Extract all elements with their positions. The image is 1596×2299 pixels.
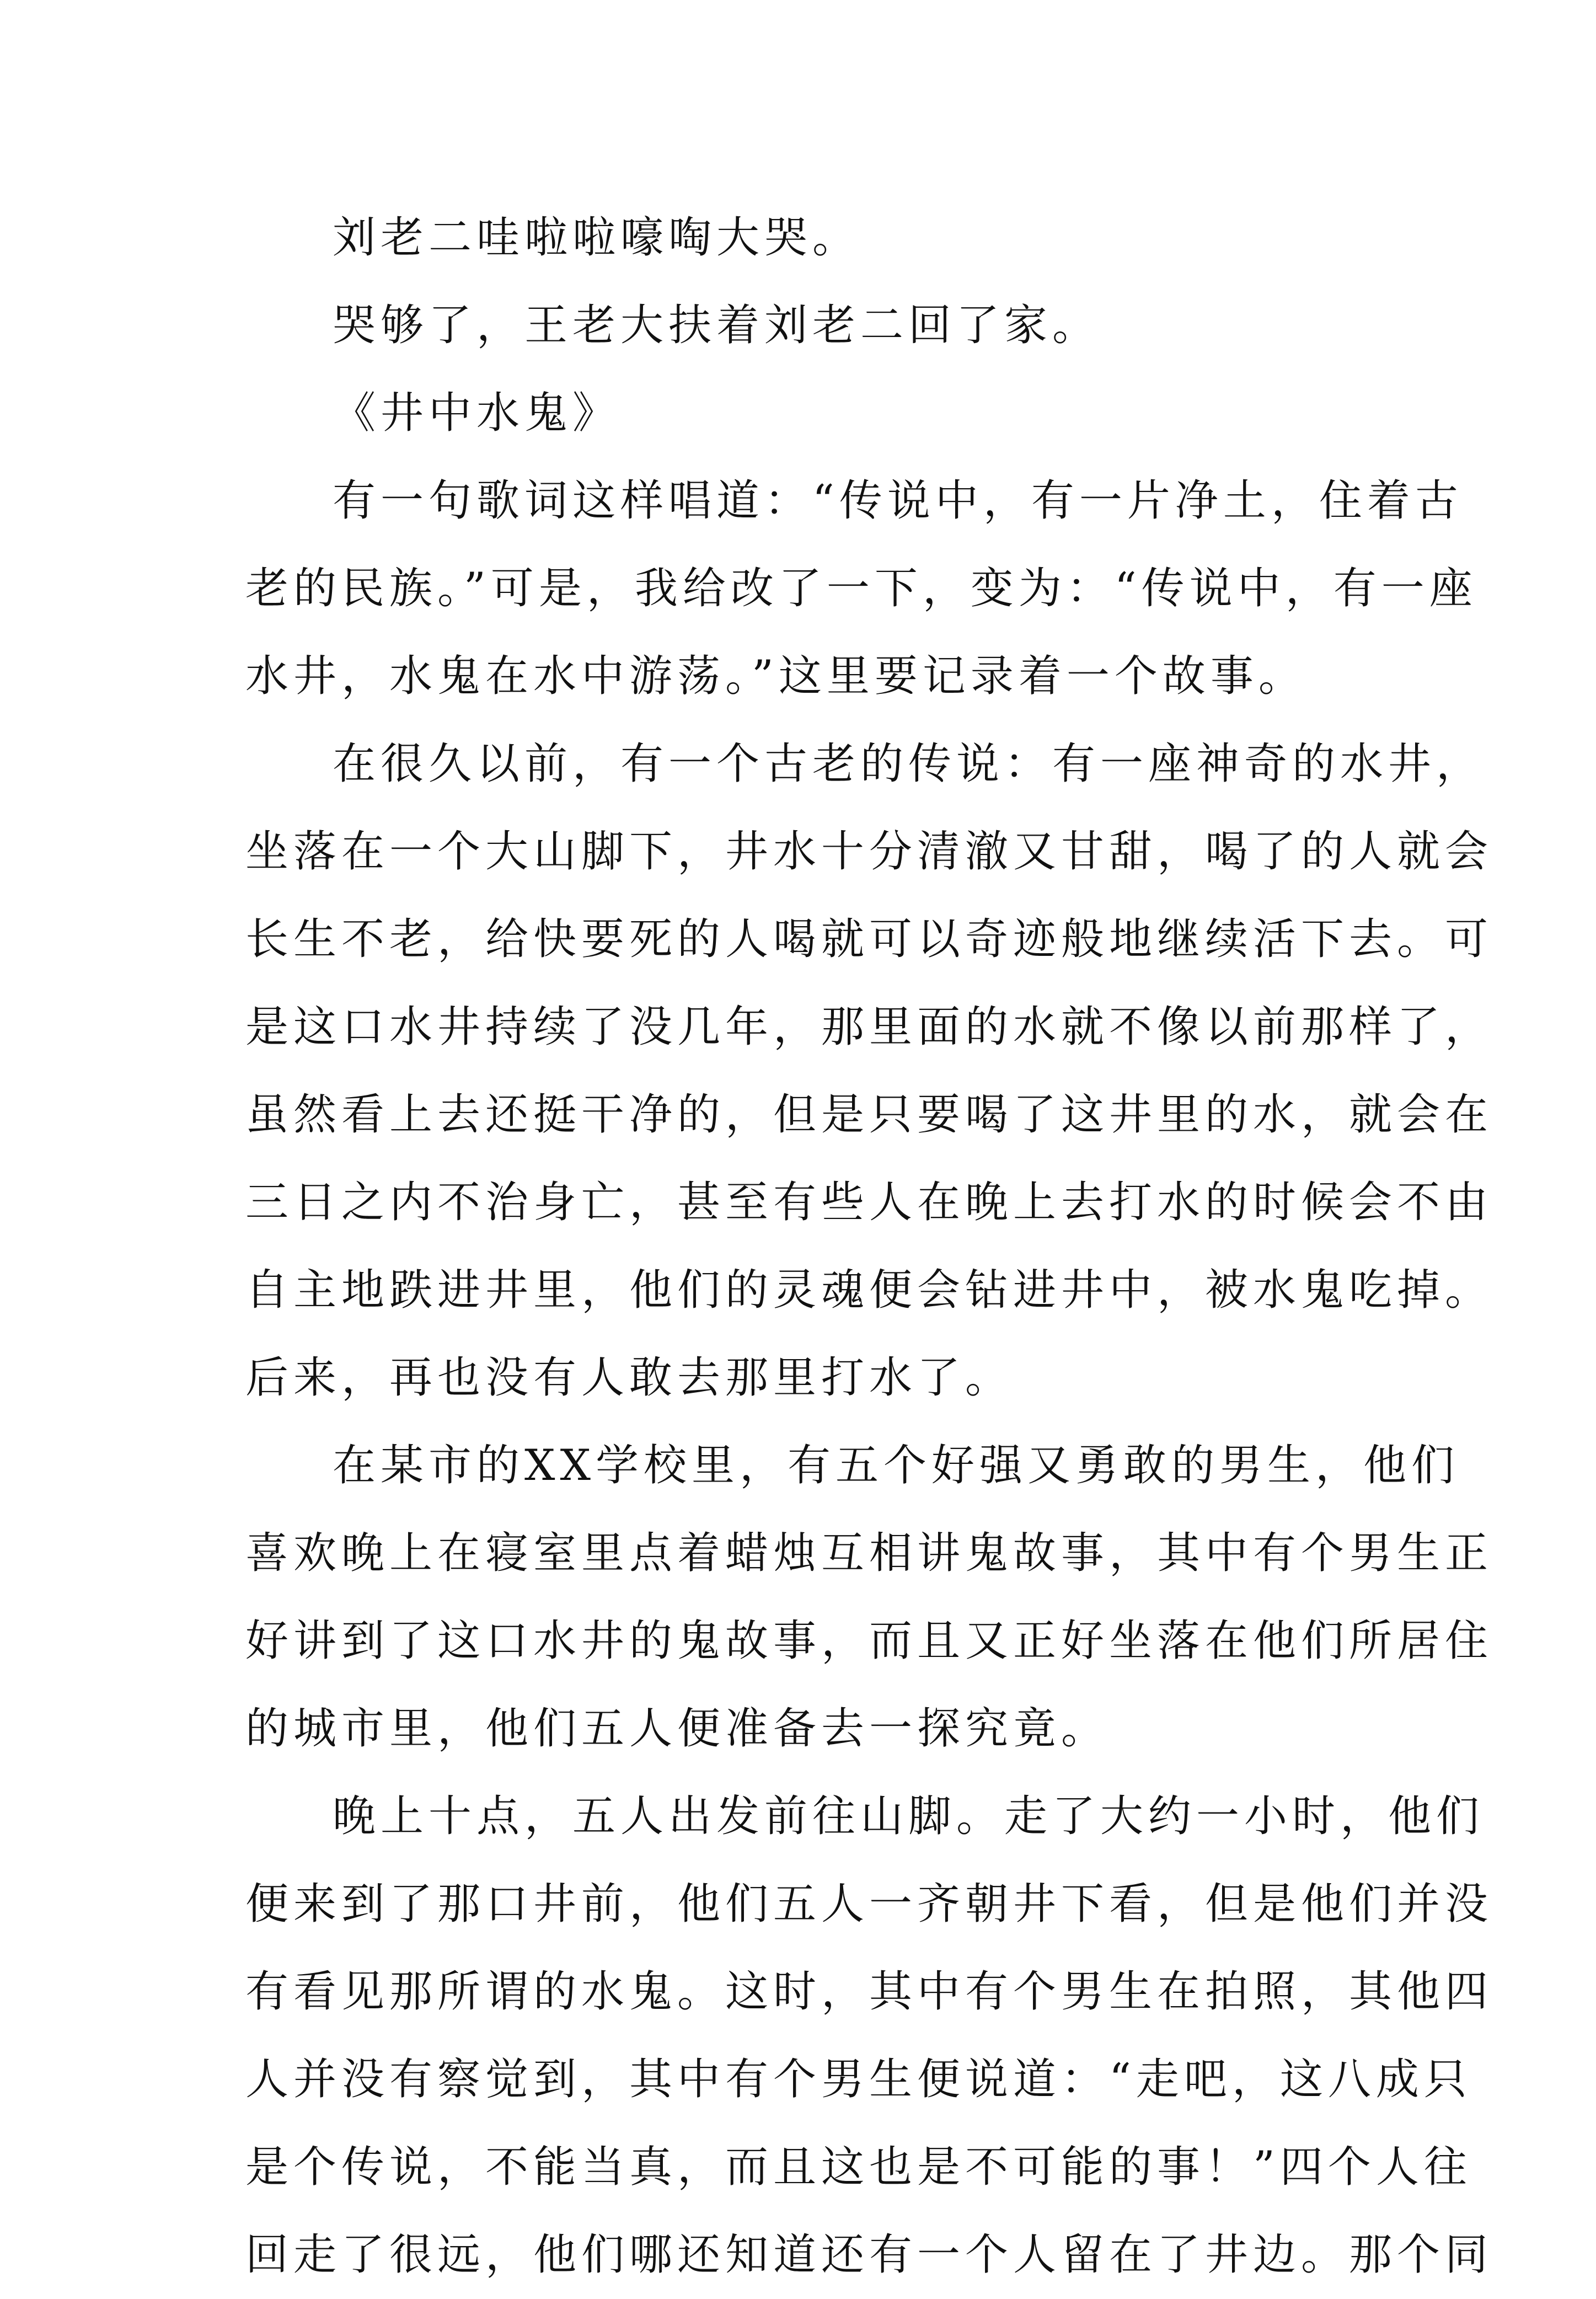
text-line: 刘老二哇啦啦嚎啕大哭。: [333, 213, 861, 263]
text-line: 自主地跌进井里，他们的灵魂便会钻进井中，被水鬼吃掉。: [245, 1265, 1493, 1315]
text-line: 水井，水鬼在水中游荡。”这里要记录着一个故事。: [245, 651, 1306, 701]
text-line: 是这口水井持续了没几年，那里面的水就不像以前那样了，: [245, 1002, 1493, 1052]
text-line: 有一句歌词这样唱道：“传说中，有一片净土，住着古: [333, 476, 1463, 526]
text-line: 便来到了那口井前，他们五人一齐朝井下看，但是他们并没: [245, 1879, 1493, 1929]
text-line: 在很久以前，有一个古老的传说：有一座神奇的水井，: [333, 739, 1485, 789]
text-line: 好讲到了这口水井的鬼故事，而且又正好坐落在他们所居住: [245, 1616, 1493, 1666]
text-line: 人并没有察觉到，其中有个男生便说道：“走吧，这八成只: [245, 2055, 1472, 2104]
text-line: 虽然看上去还挺干净的，但是只要喝了这井里的水，就会在: [245, 1090, 1493, 1140]
body-text: [245, 194, 1493, 2299]
text-line: 回走了很远，他们哪还知道还有一个人留在了井边。那个同: [245, 2230, 1493, 2280]
text-line: 三日之内不治身亡，甚至有些人在晚上去打水的时候会不由: [245, 1178, 1493, 1227]
text-line: 在某市的XX学校里，有五个好强又勇敢的男生，他们: [333, 1441, 1460, 1490]
text-line: 长生不老，给快要死的人喝就可以奇迹般地继续活下去。可: [245, 915, 1493, 964]
story-title: 《井中水鬼》: [333, 388, 621, 438]
text-line: 是个传说，不能当真，而且这也是不可能的事！”四个人往: [245, 2142, 1472, 2192]
text-line: 有看见那所谓的水鬼。这时，其中有个男生在拍照，其他四: [245, 1967, 1493, 2017]
text-line: 哭够了，王老大扶着刘老二回了家。: [333, 301, 1101, 350]
text-line: 的城市里，他们五人便准备去一探究竟。: [245, 1704, 1110, 1753]
text-line: 喜欢晚上在寝室里点着蜡烛互相讲鬼故事，其中有个男生正: [245, 1528, 1493, 1578]
text-line: 后来，再也没有人敢去那里打水了。: [245, 1353, 1014, 1403]
text-line: 老的民族。”可是，我给改了一下，变为：“传说中，有一座: [245, 564, 1477, 613]
text-line: 晚上十点，五人出发前往山脚。走了大约一小时，他们: [333, 1792, 1485, 1841]
text-line: 坐落在一个大山脚下，井水十分清澈又甘甜，喝了的人就会: [245, 827, 1493, 876]
